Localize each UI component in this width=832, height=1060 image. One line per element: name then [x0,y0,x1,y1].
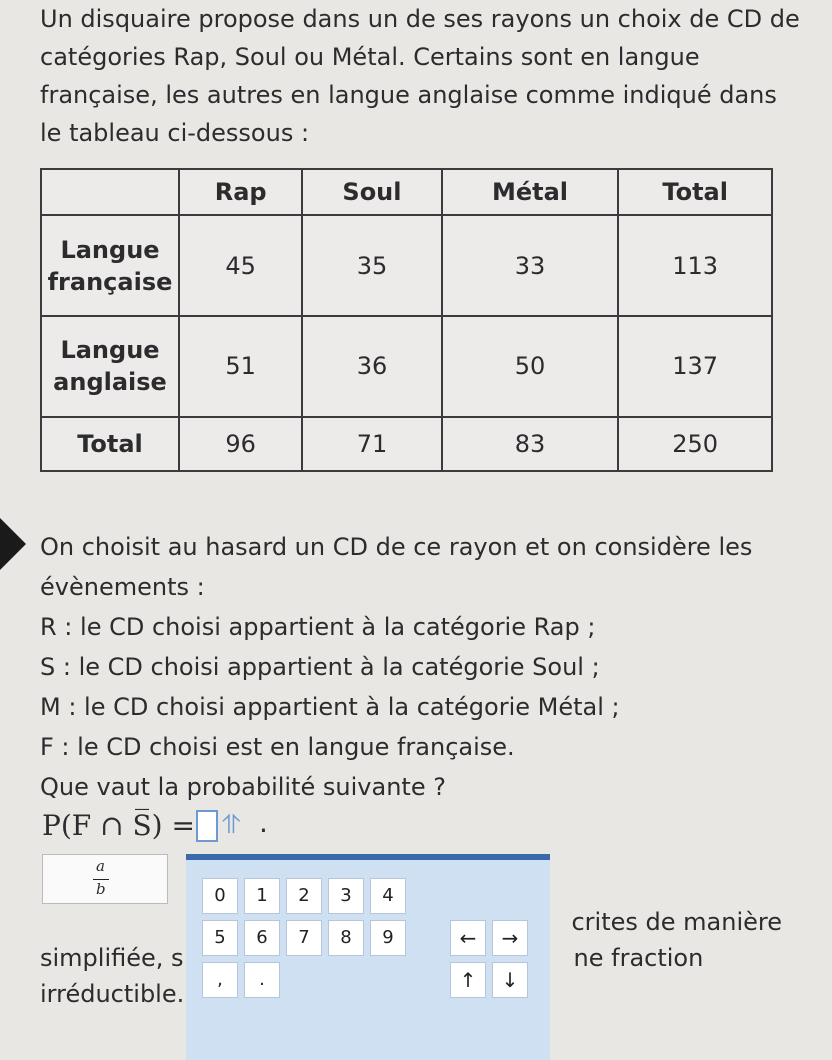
col-header-metal: Métal [442,169,619,215]
col-header-soul: Soul [302,169,441,215]
instructions-line-1: crites de manière [571,908,782,936]
table-cell: 50 [442,316,619,417]
table-cell: 36 [302,316,441,417]
key-7[interactable]: 7 [286,920,322,956]
answer-input[interactable] [196,810,218,842]
fraction-button[interactable] [42,854,168,904]
event-r: R : le CD choisi appartient à la catégorie Rap ; [40,613,596,641]
row-header-francaise: Langue française [41,215,179,316]
table-cell: 71 [302,417,441,471]
key-9[interactable]: 9 [370,920,406,956]
event-f: F : le CD choisi est en langue française. [40,733,515,761]
table-cell: 250 [618,417,772,471]
key-3[interactable]: 3 [328,878,364,914]
fraction-denominator: b [96,880,106,898]
key-down-arrow-icon[interactable]: ↓ [492,962,528,998]
instructions-line-3: irréductible. [40,980,185,1008]
instructions-line-2a: simplifiée, s [40,944,184,972]
row-header-total: Total [41,417,179,471]
table-cell: 96 [179,417,302,471]
key-up-arrow-icon[interactable]: ↑ [450,962,486,998]
question-text: Que vaut la probabilité suivante ? [40,773,446,801]
key-5[interactable]: 5 [202,920,238,956]
table-cell: 35 [302,215,441,316]
col-header-total: Total [618,169,772,215]
key-right-arrow-icon[interactable]: → [492,920,528,956]
event-m: M : le CD choisi appartient à la catégorie Métal ; [40,693,620,721]
key-comma[interactable]: , [202,962,238,998]
fraction-numerator: a [96,857,105,875]
virtual-keypad [186,854,550,1060]
cursor-icon: ⥣ [222,810,241,840]
play-arrow-icon [0,518,26,570]
col-header-rap: Rap [179,169,302,215]
probability-formula: P(F ∩ S̅) = [42,809,195,842]
row-header-anglaise: Langue anglaise [41,316,179,417]
table-cell: 33 [442,215,619,316]
table-cell: 45 [179,215,302,316]
key-6[interactable]: 6 [244,920,280,956]
key-period[interactable]: . [244,962,280,998]
key-2[interactable]: 2 [286,878,322,914]
event-s: S : le CD choisi appartient à la catégorie Soul ; [40,653,600,681]
key-0[interactable]: 0 [202,878,238,914]
table-cell: 51 [179,316,302,417]
key-8[interactable]: 8 [328,920,364,956]
table-cell: 113 [618,215,772,316]
key-4[interactable]: 4 [370,878,406,914]
key-1[interactable]: 1 [244,878,280,914]
instructions-line-2b: ne fraction [573,944,704,972]
table-cell: 137 [618,316,772,417]
formula-period: . [259,806,268,839]
key-left-arrow-icon[interactable]: ← [450,920,486,956]
events-intro: On choisit au hasard un CD de ce rayon et on considère les évènements : [40,533,753,601]
data-table [40,168,773,472]
table-corner [41,169,179,215]
events-block [40,527,800,807]
problem-intro: Un disquaire propose dans un de ses rayons un choix de CD de catégories Rap, Soul ou Métal. Certains sont en langue française, les autres en langue anglaise comme indiqué dans le tableau ci-dessous : [40,5,800,147]
table-cell: 83 [442,417,619,471]
